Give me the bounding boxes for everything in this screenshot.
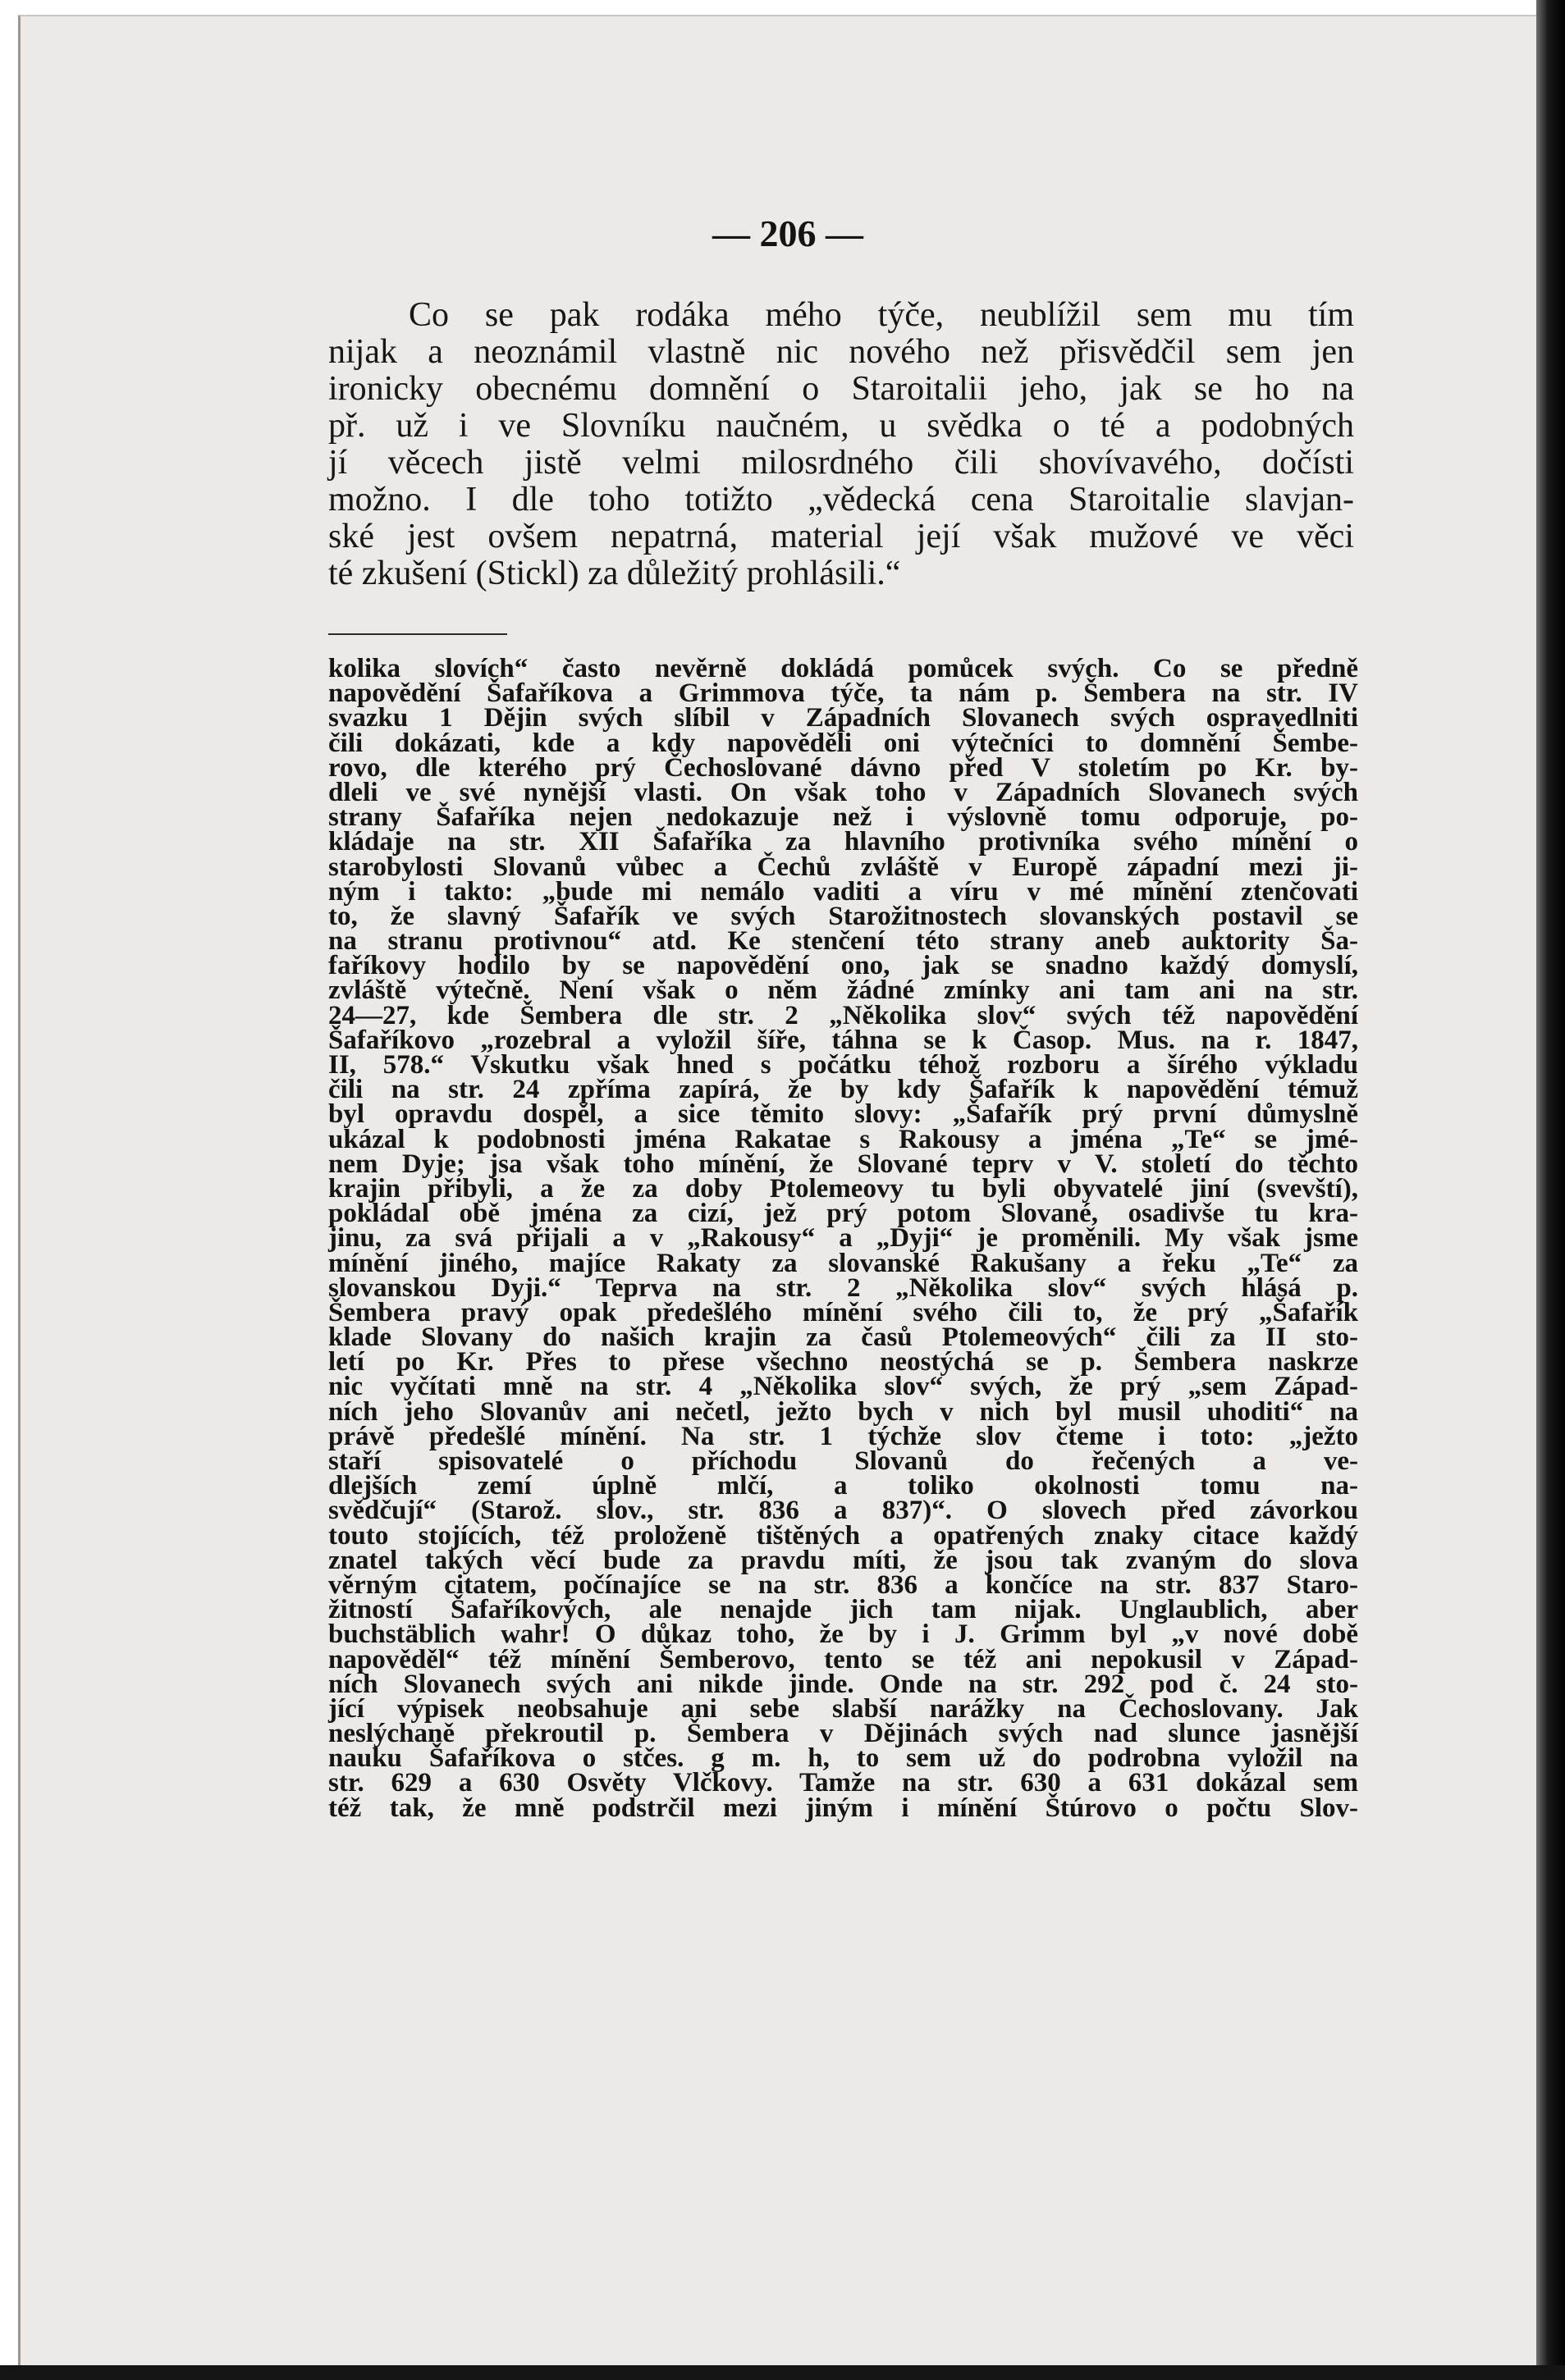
footnote-line: čili dokázati, kde a kdy napověděli oni výtečníci to domnění Šembe- (328, 728, 1358, 758)
footnote-line: pokládal obě jména za cizí, jež prý potom Slované, osadivše tu kra- (328, 1199, 1358, 1229)
footnote-line: znatel takých věcí bude za pravdu míti, že jsou tak zvaným do slova (328, 1545, 1358, 1575)
footnote-line: kolika slovích“ často nevěrně dokládá pomůcek svých. Co se předně (328, 654, 1358, 683)
footnote-line: věrným citatem, počínajíce se na str. 836 a končíce na str. 837 Staro- (328, 1569, 1358, 1600)
footnote-line: dleli ve své nynější vlasti. On však toho v Západních Slovanech svých (328, 777, 1358, 807)
footnote-line: str. 629 a 630 Osvěty Vlčkovy. Tamže na str. 630 a 631 dokázal sem (328, 1768, 1358, 1798)
footnote-line: napovědění Šafaříkova a Grimmova týče, ta nám p. Šembera na str. IV (328, 678, 1358, 709)
footnote-line: ních jeho Slovanův ani nečetl, ježto bych v nich byl musil uhoditi“ na (328, 1396, 1358, 1427)
main-paragraph (328, 297, 1354, 592)
main-line: té zkušení (Stickl) za důležitý prohlásili.“ (328, 555, 901, 592)
footnote-line: dlejších zemí úplně mlčí, a toliko okolnosti tomu na- (328, 1471, 1358, 1501)
footnote-divider (328, 633, 507, 635)
footnote-line: žitností Šafaříkových, ale nenajde jich tam nijak. Unglaublich, aber (328, 1595, 1358, 1625)
footnote-line: buchstäblich wahr! O důkaz toho, že by i J. Grimm byl „v nové době (328, 1619, 1358, 1650)
footnote-line: faříkovy hodilo by se napovědění ono, jak se snadno každý domyslí, (328, 951, 1358, 981)
footnote-line: touto stojících, též proloženě tištěných a opatřených znaky citace každý (328, 1520, 1358, 1551)
footnote-line: na stranu protivnou“ atd. Ke stenčení této strany aneb auktority Ša- (328, 926, 1358, 957)
footnote-line: svědčují“ (Starož. slov., str. 836 a 837)“. O slovech před závorkou (328, 1496, 1358, 1526)
main-line: možno. I dle toho totižto „vědecká cena Staroitalie slavjan- (328, 481, 1354, 518)
page-number: — 206 — (712, 212, 863, 254)
footnote-line: 24—27, kde Šembera dle str. 2 „Několika slov“ svých též napovědění (328, 1000, 1358, 1030)
footnote (328, 654, 1358, 1823)
footnote-line: právě předešlé mínění. Na str. 1 týchže slov čteme i toto: „ježto (328, 1421, 1358, 1451)
footnote-line: jinu, za svá přijali a v „Rakousy“ a „Dyji“ je proměnili. My však jsme (328, 1223, 1358, 1254)
footnote-line: nem Dyje; jsa však toho mínění, že Slované teprv v V. století do těchto (328, 1149, 1358, 1179)
footnote-line: nauku Šafaříkova o stčes. g m. h, to sem už do podrobna vyložil na (328, 1743, 1358, 1774)
footnote-line: klade Slovany do našich krajin za časů Ptolemeových“ čili za II sto- (328, 1322, 1358, 1353)
scan-edge-bottom (0, 2365, 1565, 2380)
footnote-line: Šembera pravý opak předešlého mínění svého čili to, že prý „Šafařík (328, 1297, 1358, 1327)
footnote-line: to, že slavný Šafařík ve svých Starožitnostech slovanských postavil se (328, 901, 1358, 931)
footnote-line: byl opravdu dospěl, a sice těmito slovy: „Šafařík prý první důmyslně (328, 1099, 1358, 1130)
footnote-line: staří spisovatelé o příchodu Slovanů do řečených a ve- (328, 1446, 1358, 1476)
footnote-line: čili na str. 24 zpříma zapírá, že by kdy Šafařík k napovědění témuž (328, 1075, 1358, 1105)
footnote-line: kládaje na str. XII Šafaříka za hlavního protivníka svého mínění o (328, 827, 1358, 857)
main-line: ironicky obecnému domnění o Staroitalii jeho, jak se ho na (328, 370, 1354, 408)
footnote-line: zvláště výtečně. Není však o něm žádné zmínky ani tam ani na str. (328, 975, 1358, 1006)
main-line: ské jest ovšem nepatrná, material její však mužové ve věci (328, 518, 1354, 555)
footnote-line: svazku 1 Dějin svých slíbil v Západních Slovanech svých ospravedlniti (328, 703, 1358, 733)
footnote-line: II, 578.“ Vskutku však hned s počátku téhož rozboru a šírého výkladu (328, 1050, 1358, 1080)
footnote-line: slovanskou Dyji.“ Teprva na str. 2 „Několika slov“ svých hlásá p. (328, 1272, 1358, 1303)
scan-edge-right (1536, 0, 1565, 2380)
footnote-line: rovo, dle kterého prý Čechoslované dávno před V stoletím po Kr. by- (328, 752, 1358, 783)
footnote-line: neslýchaně překroutil p. Šembera v Dějinách svých nad slunce jasnější (328, 1719, 1358, 1749)
main-line: jí věcech jistě velmi milosrdného čili shovívavého, dočísti (328, 444, 1354, 482)
footnote-line: nic vyčítati mně na str. 4 „Několika slov“ svých, že prý „sem Západ- (328, 1372, 1358, 1402)
main-line: př. už i ve Slovníku naučném, u svědka o té a podobných (328, 407, 1354, 445)
footnote-line: letí po Kr. Přes to přese všechno neostýchá se p. Šembera naskrze (328, 1347, 1358, 1377)
footnote-line: ních Slovanech svých ani nikde jinde. Onde na str. 292 pod č. 24 sto- (328, 1669, 1358, 1699)
main-line: nijak a neoznámil vlastně nic nového než přisvědčil sem jen (328, 333, 1354, 371)
footnote-line: ným i takto: „bude mi nemálo vaditi a víru v mé mínění ztenčovati (328, 876, 1358, 907)
main-line: Co se pak rodáka mého týče, neublížil sem mu tím (409, 296, 1354, 334)
footnote-line: ukázal k podobnosti jména Rakatae s Rakousy a jména „Te“ se jmé- (328, 1124, 1358, 1154)
footnote-line: napověděl“ též mínění Šemberovo, tento se též ani nepokusil v Západ- (328, 1644, 1358, 1674)
footnote-line: starobylosti Slovanů vůbec a Čechů zvláště v Europě západní mezi ji- (328, 852, 1358, 882)
footnote-line: mínění jiného, majíce Rakaty za slovanské Rakušany a řeku „Te“ za (328, 1248, 1358, 1278)
footnote-line: jící výpisek neobsahuje ani sebe slabší narážky na Čechoslovany. Jak (328, 1693, 1358, 1724)
footnote-line: strany Šafaříka nejen nedokazuje než i výslovně tomu odporuje, po- (328, 802, 1358, 833)
footnote-line: Šafaříkovo „rozebral a vyložil šíře, táhna se k Časop. Mus. na r. 1847, (328, 1025, 1358, 1055)
footnote-line: též tak, že mně podstrčil mezi jiným i mínění Štúrovo o počtu Slov- (328, 1793, 1358, 1823)
footnote-line: krajin přibyli, a že za doby Ptolemeovy tu byli obyvatelé jiní (svevští), (328, 1173, 1358, 1204)
